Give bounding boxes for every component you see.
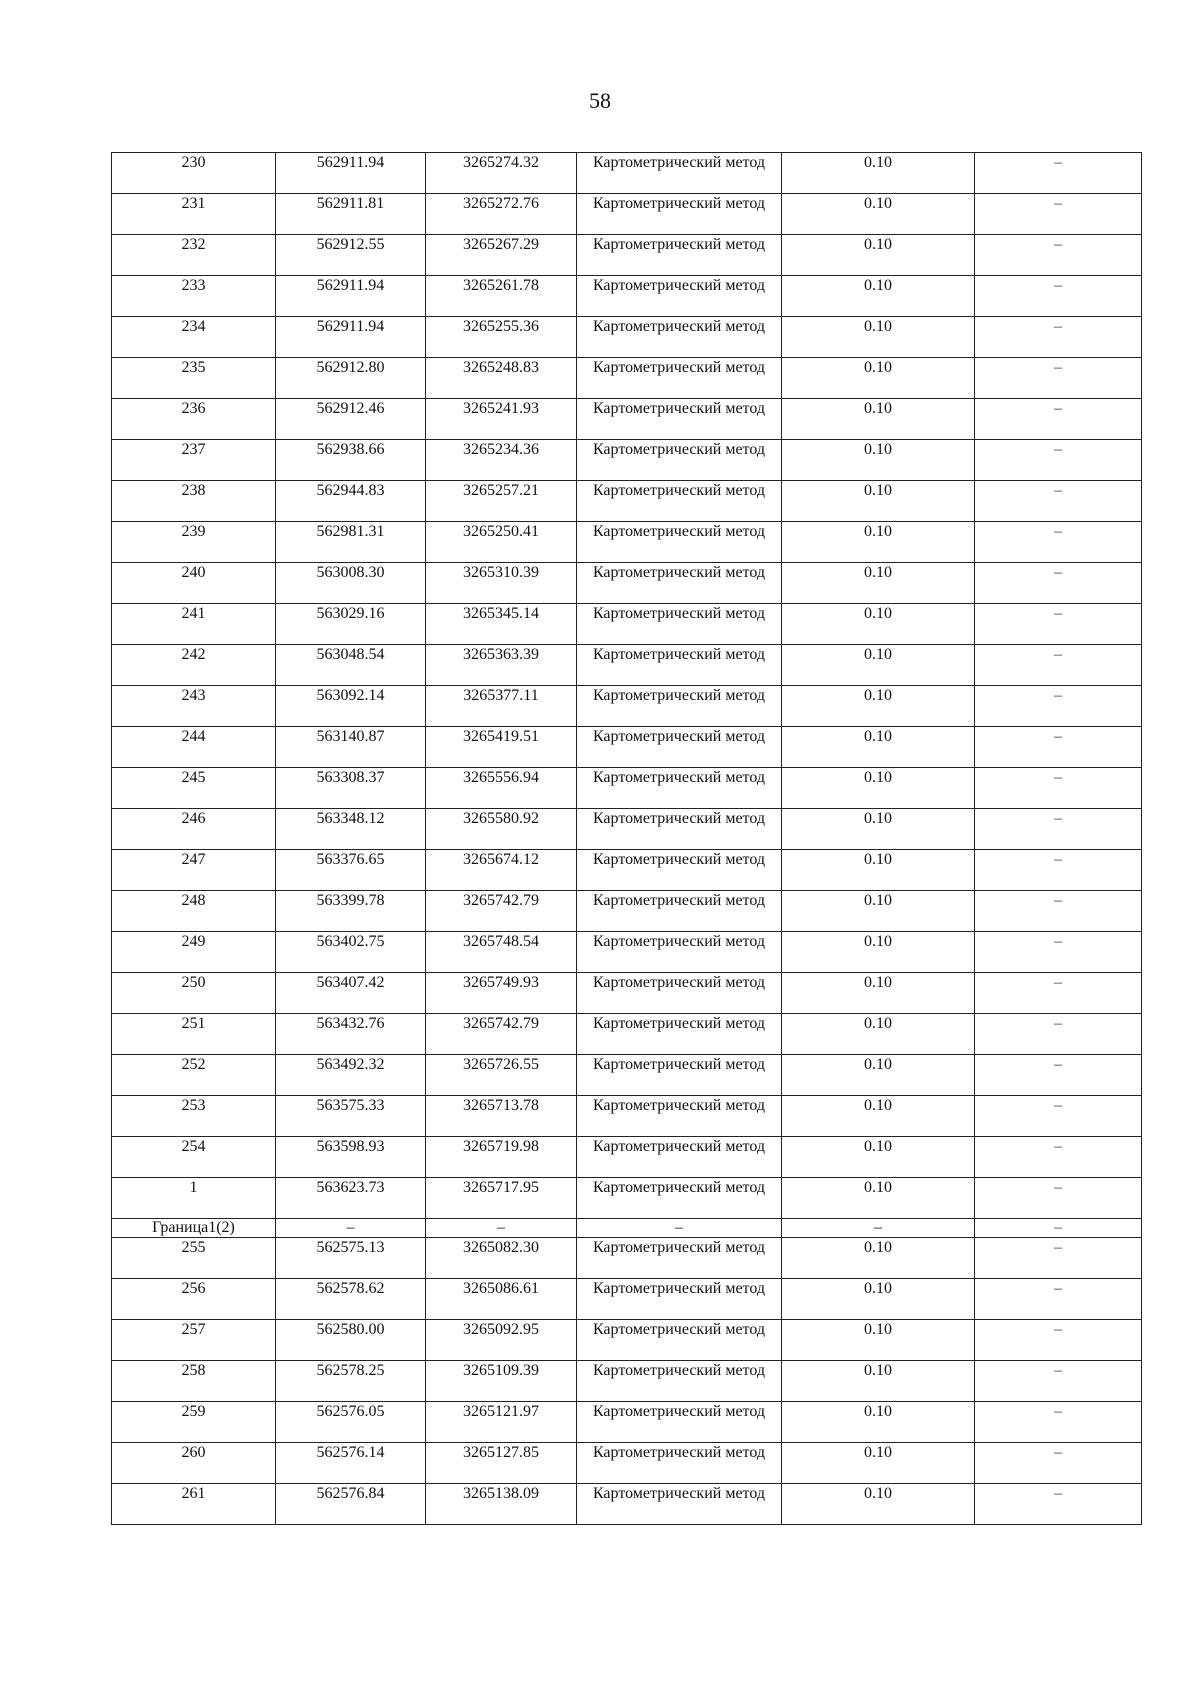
point-number-cell: 238 [112, 481, 276, 522]
x-coordinate-cell: 563575.33 [276, 1096, 426, 1137]
table-row [112, 809, 1142, 850]
method-cell [577, 604, 782, 645]
x-coordinate-cell: 562938.66 [276, 440, 426, 481]
x-coordinate-cell: 562981.31 [276, 522, 426, 563]
note-cell: – [975, 1178, 1142, 1219]
accuracy-cell: 0.10 [782, 194, 975, 235]
accuracy-cell: 0.10 [782, 1279, 975, 1320]
y-coordinate-cell: – [426, 1219, 577, 1238]
method-text: Картометрический метод [592, 728, 766, 745]
x-coordinate-cell: 563399.78 [276, 891, 426, 932]
method-cell [577, 276, 782, 317]
note-cell: – [975, 932, 1142, 973]
method-cell [577, 399, 782, 440]
y-coordinate-cell: 3265717.95 [426, 1178, 577, 1219]
table-row [112, 1279, 1142, 1320]
table-row [112, 358, 1142, 399]
method-text: Картометрический метод [592, 1179, 766, 1196]
table-row [112, 1238, 1142, 1279]
x-coordinate-cell: 562911.94 [276, 153, 426, 194]
method-cell [577, 1320, 782, 1361]
y-coordinate-cell: 3265742.79 [426, 1014, 577, 1055]
x-coordinate-cell: 563432.76 [276, 1014, 426, 1055]
method-cell [577, 891, 782, 932]
method-text: Картометрический метод [592, 687, 766, 704]
accuracy-cell: 0.10 [782, 891, 975, 932]
y-coordinate-cell: 3265138.09 [426, 1484, 577, 1525]
table-row [112, 1402, 1142, 1443]
note-cell: – [975, 809, 1142, 850]
table-row [112, 1055, 1142, 1096]
point-number-cell: 257 [112, 1320, 276, 1361]
method-text: Картометрический метод [592, 195, 766, 212]
point-number-cell: 239 [112, 522, 276, 563]
note-cell: – [975, 727, 1142, 768]
method-text: Картометрический метод [592, 1321, 766, 1338]
method-text: Картометрический метод [592, 359, 766, 376]
note-cell: – [975, 645, 1142, 686]
table-row [112, 1361, 1142, 1402]
x-coordinate-cell: 563402.75 [276, 932, 426, 973]
method-text: Картометрический метод [592, 1403, 766, 1420]
table-row [112, 932, 1142, 973]
accuracy-cell: 0.10 [782, 1014, 975, 1055]
point-number-cell: 258 [112, 1361, 276, 1402]
note-cell: – [975, 973, 1142, 1014]
x-coordinate-cell: 563598.93 [276, 1137, 426, 1178]
y-coordinate-cell: 3265556.94 [426, 768, 577, 809]
x-coordinate-cell: 563308.37 [276, 768, 426, 809]
point-number-cell: 232 [112, 235, 276, 276]
x-coordinate-cell: 562580.00 [276, 1320, 426, 1361]
point-number-cell: 247 [112, 850, 276, 891]
note-cell: – [975, 153, 1142, 194]
x-coordinate-cell: 562576.05 [276, 1402, 426, 1443]
x-coordinate-cell: 562575.13 [276, 1238, 426, 1279]
method-text: Картометрический метод [592, 277, 766, 294]
accuracy-cell: 0.10 [782, 604, 975, 645]
method-cell [577, 850, 782, 891]
y-coordinate-cell: 3265580.92 [426, 809, 577, 850]
x-coordinate-cell: 562911.94 [276, 276, 426, 317]
method-cell [577, 932, 782, 973]
table-row [112, 235, 1142, 276]
note-cell: – [975, 1238, 1142, 1279]
note-cell: – [975, 276, 1142, 317]
method-text: Картометрический метод [592, 1097, 766, 1114]
y-coordinate-cell: 3265109.39 [426, 1361, 577, 1402]
method-cell: – [577, 1219, 782, 1238]
y-coordinate-cell: 3265363.39 [426, 645, 577, 686]
note-cell: – [975, 194, 1142, 235]
method-text: Картометрический метод [592, 851, 766, 868]
y-coordinate-cell: 3265127.85 [426, 1443, 577, 1484]
y-coordinate-cell: 3265086.61 [426, 1279, 577, 1320]
accuracy-cell: 0.10 [782, 153, 975, 194]
method-cell [577, 235, 782, 276]
accuracy-cell: 0.10 [782, 563, 975, 604]
note-cell: – [975, 358, 1142, 399]
y-coordinate-cell: 3265310.39 [426, 563, 577, 604]
method-cell [577, 809, 782, 850]
x-coordinate-cell: 562944.83 [276, 481, 426, 522]
note-cell: – [975, 768, 1142, 809]
method-text: Картометрический метод [592, 1015, 766, 1032]
point-number-cell: 243 [112, 686, 276, 727]
point-number-cell: 235 [112, 358, 276, 399]
table-row [112, 1137, 1142, 1178]
note-cell: – [975, 481, 1142, 522]
table-row [112, 604, 1142, 645]
x-coordinate-cell: 563048.54 [276, 645, 426, 686]
point-number-cell: 254 [112, 1137, 276, 1178]
note-cell: – [975, 850, 1142, 891]
method-cell [577, 317, 782, 358]
method-text: Картометрический метод [592, 1239, 766, 1256]
method-cell [577, 768, 782, 809]
method-text: Картометрический метод [592, 769, 766, 786]
table-row [112, 1178, 1142, 1219]
accuracy-cell: 0.10 [782, 276, 975, 317]
method-text: Картометрический метод [592, 892, 766, 909]
point-number-cell: 259 [112, 1402, 276, 1443]
y-coordinate-cell: 3265726.55 [426, 1055, 577, 1096]
note-cell: – [975, 1443, 1142, 1484]
point-number-cell: 231 [112, 194, 276, 235]
method-text: Картометрический метод [592, 974, 766, 991]
x-coordinate-cell: 563376.65 [276, 850, 426, 891]
method-text: Картометрический метод [592, 154, 766, 171]
table-row [112, 317, 1142, 358]
method-text: Картометрический метод [592, 523, 766, 540]
note-cell: – [975, 317, 1142, 358]
point-number-cell: 256 [112, 1279, 276, 1320]
accuracy-cell: 0.10 [782, 522, 975, 563]
method-cell [577, 1178, 782, 1219]
accuracy-cell: 0.10 [782, 1402, 975, 1443]
accuracy-cell: 0.10 [782, 686, 975, 727]
note-cell: – [975, 1361, 1142, 1402]
method-cell [577, 727, 782, 768]
table-row [112, 973, 1142, 1014]
note-cell: – [975, 563, 1142, 604]
x-coordinate-cell: 562911.81 [276, 194, 426, 235]
accuracy-cell: 0.10 [782, 358, 975, 399]
y-coordinate-cell: 3265377.11 [426, 686, 577, 727]
point-number-cell: 241 [112, 604, 276, 645]
accuracy-cell: 0.10 [782, 1484, 975, 1525]
method-cell [577, 481, 782, 522]
method-text: Картометрический метод [592, 1362, 766, 1379]
table-row [112, 399, 1142, 440]
point-number-cell: 250 [112, 973, 276, 1014]
note-cell: – [975, 1014, 1142, 1055]
method-text: Картометрический метод [592, 236, 766, 253]
table-row [112, 481, 1142, 522]
x-coordinate-cell: 563029.16 [276, 604, 426, 645]
y-coordinate-cell: 3265267.29 [426, 235, 577, 276]
method-text: Картометрический метод [592, 1056, 766, 1073]
method-text: Картометрический метод [592, 1485, 766, 1502]
accuracy-cell: 0.10 [782, 1320, 975, 1361]
method-cell [577, 522, 782, 563]
point-number-cell: 245 [112, 768, 276, 809]
point-number-cell: 234 [112, 317, 276, 358]
x-coordinate-cell: 562912.80 [276, 358, 426, 399]
point-number-cell: 249 [112, 932, 276, 973]
x-coordinate-cell: 563623.73 [276, 1178, 426, 1219]
method-text: Картометрический метод [592, 1444, 766, 1461]
accuracy-cell: 0.10 [782, 1096, 975, 1137]
accuracy-cell: 0.10 [782, 235, 975, 276]
accuracy-cell: 0.10 [782, 1137, 975, 1178]
table-row [112, 1443, 1142, 1484]
method-cell [577, 1096, 782, 1137]
point-number-cell: 244 [112, 727, 276, 768]
table-row [112, 727, 1142, 768]
accuracy-cell: 0.10 [782, 1238, 975, 1279]
y-coordinate-cell: 3265121.97 [426, 1402, 577, 1443]
y-coordinate-cell: 3265274.32 [426, 153, 577, 194]
point-number-cell: 240 [112, 563, 276, 604]
accuracy-cell: 0.10 [782, 850, 975, 891]
accuracy-cell: 0.10 [782, 317, 975, 358]
point-number-cell: 1 [112, 1178, 276, 1219]
y-coordinate-cell: 3265248.83 [426, 358, 577, 399]
accuracy-cell: 0.10 [782, 440, 975, 481]
page-number: 58 [589, 88, 611, 113]
method-text: Картометрический метод [592, 933, 766, 950]
point-number-cell: 251 [112, 1014, 276, 1055]
accuracy-cell: 0.10 [782, 809, 975, 850]
x-coordinate-cell: 563092.14 [276, 686, 426, 727]
y-coordinate-cell: 3265092.95 [426, 1320, 577, 1361]
y-coordinate-cell: 3265719.98 [426, 1137, 577, 1178]
table-row [112, 153, 1142, 194]
accuracy-cell: 0.10 [782, 399, 975, 440]
y-coordinate-cell: 3265674.12 [426, 850, 577, 891]
method-cell [577, 194, 782, 235]
point-number-cell: 252 [112, 1055, 276, 1096]
y-coordinate-cell: 3265713.78 [426, 1096, 577, 1137]
y-coordinate-cell: 3265250.41 [426, 522, 577, 563]
table-row [112, 891, 1142, 932]
point-number-cell: 261 [112, 1484, 276, 1525]
table-row [112, 768, 1142, 809]
table-body [112, 153, 1142, 1525]
note-cell: – [975, 1137, 1142, 1178]
method-text: Картометрический метод [592, 646, 766, 663]
point-number-cell: 246 [112, 809, 276, 850]
point-number-cell: 255 [112, 1238, 276, 1279]
x-coordinate-cell: 562912.55 [276, 235, 426, 276]
x-coordinate-cell: 562912.46 [276, 399, 426, 440]
y-coordinate-cell: 3265261.78 [426, 276, 577, 317]
method-cell [577, 1443, 782, 1484]
y-coordinate-cell: 3265748.54 [426, 932, 577, 973]
note-cell: – [975, 1096, 1142, 1137]
y-coordinate-cell: 3265419.51 [426, 727, 577, 768]
method-text: Картометрический метод [592, 441, 766, 458]
method-cell [577, 153, 782, 194]
table-row [112, 850, 1142, 891]
y-coordinate-cell: 3265082.30 [426, 1238, 577, 1279]
accuracy-cell: 0.10 [782, 768, 975, 809]
accuracy-cell: 0.10 [782, 973, 975, 1014]
x-coordinate-cell: – [276, 1219, 426, 1238]
table-row [112, 440, 1142, 481]
accuracy-cell: 0.10 [782, 727, 975, 768]
method-cell [577, 1014, 782, 1055]
method-cell [577, 440, 782, 481]
x-coordinate-cell: 562578.25 [276, 1361, 426, 1402]
method-text: Картометрический метод [592, 482, 766, 499]
note-cell: – [975, 1055, 1142, 1096]
point-number-cell: 248 [112, 891, 276, 932]
note-cell: – [975, 1219, 1142, 1238]
section-header-row [112, 1219, 1142, 1238]
method-text: Картометрический метод [592, 564, 766, 581]
note-cell: – [975, 891, 1142, 932]
method-text: Картометрический метод [592, 400, 766, 417]
method-cell [577, 1484, 782, 1525]
y-coordinate-cell: 3265272.76 [426, 194, 577, 235]
method-cell [577, 686, 782, 727]
note-cell: – [975, 1279, 1142, 1320]
method-cell [577, 1402, 782, 1443]
x-coordinate-cell: 563140.87 [276, 727, 426, 768]
method-cell [577, 1238, 782, 1279]
table-row [112, 1320, 1142, 1361]
note-cell: – [975, 399, 1142, 440]
table-row [112, 194, 1142, 235]
y-coordinate-cell: 3265255.36 [426, 317, 577, 358]
method-text: Картометрический метод [592, 1280, 766, 1297]
note-cell: – [975, 522, 1142, 563]
accuracy-cell: 0.10 [782, 1443, 975, 1484]
accuracy-cell: 0.10 [782, 1361, 975, 1402]
x-coordinate-cell: 563008.30 [276, 563, 426, 604]
method-text: Картометрический метод [592, 605, 766, 622]
method-text: Картометрический метод [592, 1138, 766, 1155]
method-cell [577, 1279, 782, 1320]
point-number-cell: 233 [112, 276, 276, 317]
x-coordinate-cell: 563492.32 [276, 1055, 426, 1096]
note-cell: – [975, 1402, 1142, 1443]
x-coordinate-cell: 562576.14 [276, 1443, 426, 1484]
method-text: Картометрический метод [592, 810, 766, 827]
method-cell [577, 563, 782, 604]
table-row [112, 276, 1142, 317]
point-number-cell: 230 [112, 153, 276, 194]
method-cell [577, 1055, 782, 1096]
point-number-cell: 236 [112, 399, 276, 440]
point-number-cell: Граница1(2) [112, 1219, 276, 1238]
x-coordinate-cell: 563348.12 [276, 809, 426, 850]
y-coordinate-cell: 3265742.79 [426, 891, 577, 932]
y-coordinate-cell: 3265234.36 [426, 440, 577, 481]
y-coordinate-cell: 3265749.93 [426, 973, 577, 1014]
accuracy-cell: 0.10 [782, 1178, 975, 1219]
x-coordinate-cell: 563407.42 [276, 973, 426, 1014]
table-row [112, 1014, 1142, 1055]
point-number-cell: 260 [112, 1443, 276, 1484]
table-row [112, 686, 1142, 727]
table-row [112, 1096, 1142, 1137]
point-number-cell: 237 [112, 440, 276, 481]
y-coordinate-cell: 3265257.21 [426, 481, 577, 522]
accuracy-cell: 0.10 [782, 645, 975, 686]
y-coordinate-cell: 3265345.14 [426, 604, 577, 645]
table-row [112, 1484, 1142, 1525]
x-coordinate-cell: 562578.62 [276, 1279, 426, 1320]
note-cell: – [975, 440, 1142, 481]
method-cell [577, 358, 782, 399]
method-cell [577, 973, 782, 1014]
x-coordinate-cell: 562576.84 [276, 1484, 426, 1525]
table-row [112, 522, 1142, 563]
point-number-cell: 253 [112, 1096, 276, 1137]
note-cell: – [975, 1320, 1142, 1361]
accuracy-cell: 0.10 [782, 932, 975, 973]
note-cell: – [975, 604, 1142, 645]
point-number-cell: 242 [112, 645, 276, 686]
method-cell [577, 645, 782, 686]
coordinates-table [111, 152, 1142, 1525]
x-coordinate-cell: 562911.94 [276, 317, 426, 358]
accuracy-cell: 0.10 [782, 1055, 975, 1096]
accuracy-cell: – [782, 1219, 975, 1238]
y-coordinate-cell: 3265241.93 [426, 399, 577, 440]
note-cell: – [975, 686, 1142, 727]
accuracy-cell: 0.10 [782, 481, 975, 522]
table-row [112, 563, 1142, 604]
method-cell [577, 1361, 782, 1402]
method-text: Картометрический метод [592, 318, 766, 335]
note-cell: – [975, 1484, 1142, 1525]
method-cell [577, 1137, 782, 1178]
table-row [112, 645, 1142, 686]
note-cell: – [975, 235, 1142, 276]
